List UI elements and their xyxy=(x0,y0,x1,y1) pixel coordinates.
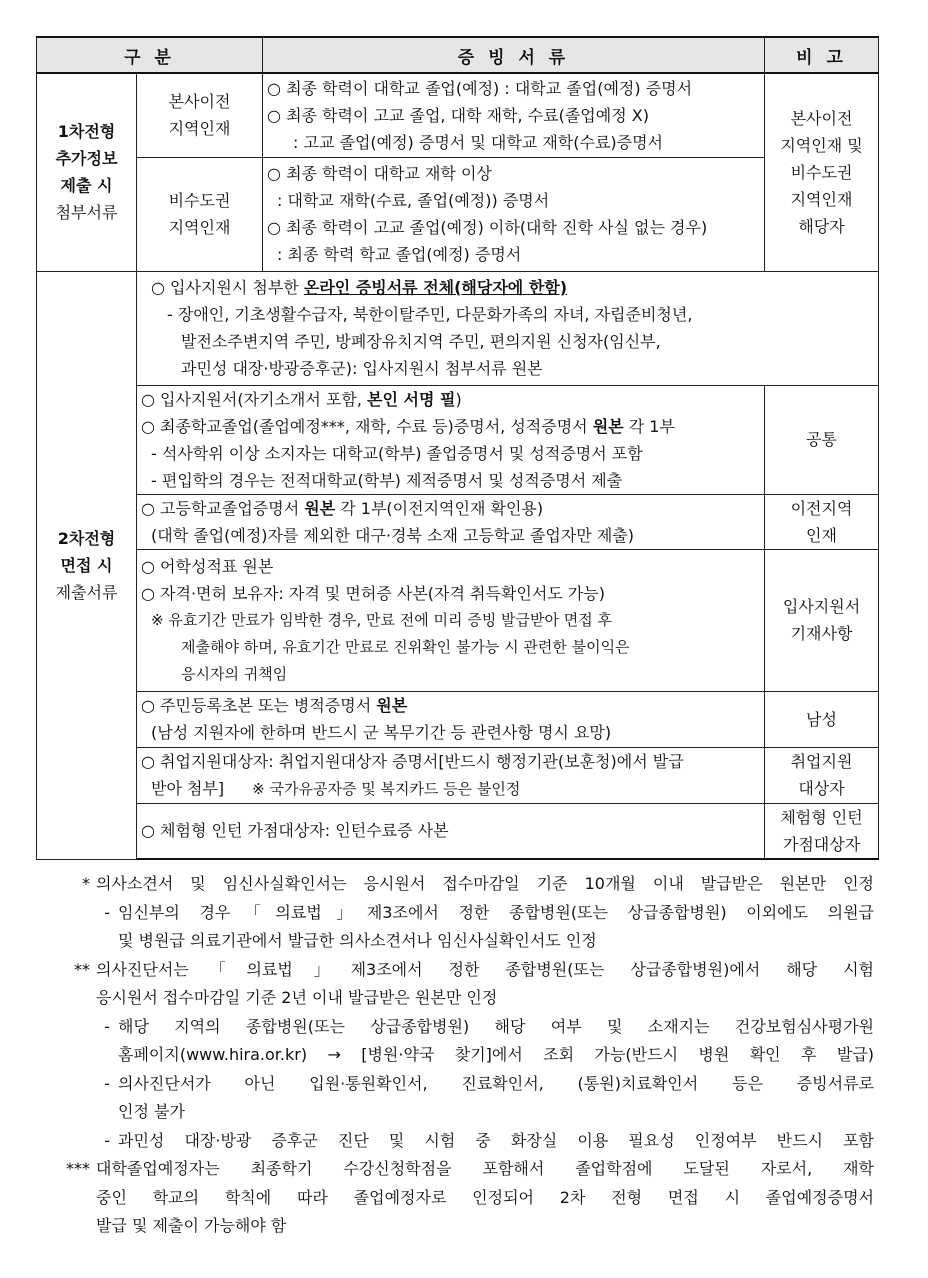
footnote-2-sub-b: - 의사진단서가 아닌 입원·통원확인서, 진료확인서, (통원)치료확인서 등은 증빙서류로 xyxy=(104,1073,874,1093)
sec2-row-6 xyxy=(37,747,879,803)
footnote-2: ** 의사진단서는「의료법」제3조에서 정한 종합병원(또는 상급종합병원)에서 해당 시험 xyxy=(74,959,874,979)
header-remarks: 비 고 xyxy=(765,37,879,73)
sec1-sub-a: 본사이전 지역인재 xyxy=(137,73,263,157)
footnote-1-sub: - 임신부의 경우「의료법」제3조에서 정한 종합병원(또는 상급종합병원) 이외에도 의원급 xyxy=(104,902,874,922)
sec1-sub-b: 비수도권 지역인재 xyxy=(137,157,263,271)
footnotes: * 의사소견서 및 임신사실확인서는 응시원서 접수마감일 기준 10개월 이내 발급받은 원본만 인정 - 임신부의 경우「의료법」제3조에서 정한 종합병원(또는 상급종합병원) 이외에도 의원급 및 병원급 의료기관에서 발급한 의사소견서나 임신사실확인서도 인정 ** 의사진단서는「의료법」제3조에서 정한 종합병원(또는 상급종합병원)에서 해당 시험 응시원서 접수마감일 기준 2년 이내 발급받은 원본만 인정 - 해당 지역의 종합병원(또는 상급종합병원) 해당 여부 및 소재지는 건강보험심사평가원 홈페이지(www.hira.or.kr) → [병원·약국 찾기]에서 조회 가능(반드시 병원 확인 후 발급) - 의사진단서가 아닌 입원·통원확인서, 진료확인서, (통원)치료확인서 등은 증빙서류로 인정 불가 - 과민성 대장·방광 증후군 진단 및 시험 중 화장실 이용 필요성 인정여부 반드시 포함 *** 대학졸업예정자는 최종학기 수강신청학점을 포함해서 졸업학점에 도달된 자로서, 재학 중인 학교의 학칙에 따라 졸업예정자로 인정되어 2차 전형 면접 시 졸업예정증명서 발급 및 제출이 가능해야 함 xyxy=(54,870,874,1241)
sec2-docs-6: ○ 취업지원대상자: 취업지원대상자 증명서[반드시 행정기관(보훈청)에서 발급 받아 첨부] ※ 국가유공자증 및 복지카드 등은 불인정 xyxy=(137,747,765,803)
document-table xyxy=(36,36,879,860)
sec2-note-5: 남성 xyxy=(765,691,879,747)
sec2-docs-1: ○ 입사지원시 첨부한 온라인 증빙서류 전체(해당자에 한함) - 장애인, 기초생활수급자, 북한이탈주민, 다문화가족의 자녀, 자립준비청년, 발전소주변지역 주민, 방폐장유치지역 주민, 편의지원 신청자(임신부, 과민성 대장·방광증후군): 입사지원시 첨부서류 원본 xyxy=(137,271,879,385)
sec1-docs-a: ○ 최종 학력이 대학교 졸업(예정) : 대학교 졸업(예정) 증명서 ○ 최종 학력이 고교 졸업, 대학 재학, 수료(졸업예정 X) : 고교 졸업(예정) 증명서 및 대학교 재학(수료)증명서 xyxy=(263,73,765,157)
table-header-row xyxy=(37,37,879,73)
sec2-row-3 xyxy=(37,494,879,549)
sec2-note-6: 취업지원 대상자 xyxy=(765,747,879,803)
sec2-row-7 xyxy=(37,803,879,859)
sec2-note-2: 공통 xyxy=(765,385,879,494)
sec2-note-7: 체험형 인턴 가점대상자 xyxy=(765,803,879,859)
sec2-row-2 xyxy=(37,385,879,494)
sec2-title: 2차전형 면접 시 제출서류 xyxy=(37,271,137,859)
sec1-note: 본사이전 지역인재 및 비수도권 지역인재 해당자 xyxy=(765,73,879,271)
sec1-row-b xyxy=(37,157,879,271)
sec1-title: 1차전형 추가정보 제출 시 첨부서류 xyxy=(37,73,137,271)
sec2-docs-7: ○ 체험형 인턴 가점대상자: 인턴수료증 사본 xyxy=(137,803,765,859)
sec2-docs-2: ○ 입사지원서(자기소개서 포함, 본인 서명 필) ○ 최종학교졸업(졸업예정***, 재학, 수료 등)증명서, 성적증명서 원본 각 1부 - 석사학위 이상 소지자는 대학교(학부) 졸업증명서 및 성적증명서 포함 - 편입학의 경우는 전적대학교(학부) 제적증명서 및 성적증명서 제출 xyxy=(137,385,765,494)
header-category: 구 분 xyxy=(37,37,263,73)
sec1-row-a xyxy=(37,73,879,157)
footnote-3: *** 대학졸업예정자는 최종학기 수강신청학점을 포함해서 졸업학점에 도달된 자로서, 재학 xyxy=(66,1159,874,1178)
sec2-docs-5: ○ 주민등록초본 또는 병적증명서 원본 (남성 지원자에 한하며 반드시 군 복무기간 등 관련사항 명시 요망) xyxy=(137,691,765,747)
sec2-row-5 xyxy=(37,691,879,747)
sec2-note-3: 이전지역 인재 xyxy=(765,494,879,549)
footnote-1: * 의사소견서 및 임신사실확인서는 응시원서 접수마감일 기준 10개월 이내 발급받은 원본만 인정 xyxy=(82,874,874,893)
sec2-docs-4: ○ 어학성적표 원본 ○ 자격·면허 보유자: 자격 및 면허증 사본(자격 취득확인서도 가능) ※ 유효기간 만료가 임박한 경우, 만료 전에 미리 증빙 발급받아 면접 후 제출해야 하며, 유효기간 만료로 진위확인 불가능 시 관련한 불이익은 응시자의 귀책임 xyxy=(137,549,765,691)
footnote-2-sub-c: - 과민성 대장·방광 증후군 진단 및 시험 중 화장실 이용 필요성 인정여부 반드시 포함 xyxy=(104,1130,874,1150)
sec2-row-1 xyxy=(37,271,879,385)
sec1-docs-b: ○ 최종 학력이 대학교 재학 이상 : 대학교 재학(수료, 졸업(예정)) 증명서 ○ 최종 학력이 고교 졸업(예정) 이하(대학 진학 사실 없는 경우) : 최종 학력 학교 졸업(예정) 증명서 xyxy=(263,157,765,271)
footnote-2-sub-a: - 해당 지역의 종합병원(또는 상급종합병원) 해당 여부 및 소재지는 건강보험심사평가원 xyxy=(104,1016,874,1036)
sec2-note-4: 입사지원서 기재사항 xyxy=(765,549,879,691)
header-documents: 증 빙 서 류 xyxy=(263,37,765,73)
sec2-docs-3: ○ 고등학교졸업증명서 원본 각 1부(이전지역인재 확인용) (대학 졸업(예정)자를 제외한 대구·경북 소재 고등학교 졸업자만 제출) xyxy=(137,494,765,549)
sec2-row-4 xyxy=(37,549,879,691)
